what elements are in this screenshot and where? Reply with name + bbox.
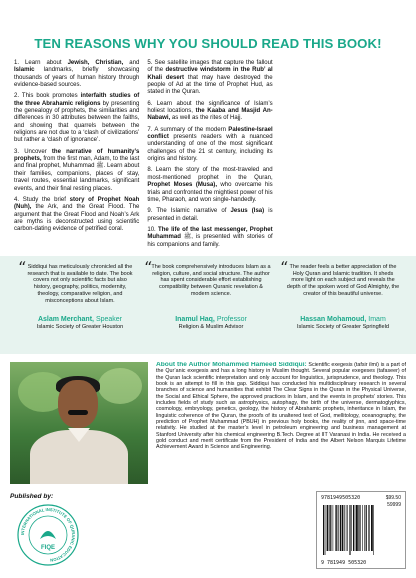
seal-abbr: FIQE	[40, 545, 56, 551]
reason-text: landmarks, briefly showcasing thousands of years of human history through evidence-based sources.	[14, 67, 140, 89]
reason-number: 3.	[14, 148, 20, 155]
barcode-bar	[373, 505, 374, 555]
barcode-bar	[356, 505, 358, 551]
reason-highlight: Islamic	[14, 67, 35, 74]
reason-7	[147, 127, 272, 164]
testimonial-author	[286, 316, 400, 324]
testimonial-org: Islamic Society of Greater Houston	[36, 324, 124, 330]
reason-number: 2.	[14, 93, 20, 100]
barcode-bar	[344, 505, 345, 551]
isbn-number: 9781949505320	[321, 495, 361, 501]
reason-highlight: interfaith studies of the three Abrahamic religions	[14, 93, 140, 107]
reason-text: that may have destroyed the people of Ad at the time of Prophet Hud, as stated in the Quran.	[147, 74, 273, 96]
testimonial-text: Siddiqui has meticulously chronicled all the research that is available to date. The book covers not only scientific facts but also history, geography, politics, modernity, theology, comparative religion, and misconceptions about Islam.	[27, 264, 133, 304]
barcode-bar	[347, 505, 348, 551]
barcode-bar	[346, 505, 347, 551]
quote-mark-icon: “	[280, 258, 289, 277]
reason-10	[147, 227, 272, 249]
barcode-bar	[371, 505, 373, 551]
reason-2	[14, 93, 139, 144]
reason-highlight: Jewish, Christian,	[67, 60, 124, 66]
barcode-bar	[353, 505, 354, 551]
reason-highlight: destructive windstorm in the Rub’ al Khali desert	[147, 67, 273, 81]
reason-highlight: Prophet Moses (Musa),	[147, 182, 217, 189]
reason-number: 5.	[147, 60, 153, 66]
barcode-bar	[362, 505, 363, 551]
reason-number: 4.	[14, 196, 20, 203]
testimonials-band	[0, 256, 416, 354]
testimonial-card	[144, 258, 272, 331]
price-code: 59999	[387, 502, 401, 508]
barcode-bar	[364, 505, 365, 551]
reason-number: 8.	[147, 167, 153, 174]
quote-mark-icon: “	[18, 258, 27, 277]
barcode-bar	[323, 505, 324, 555]
quote-mark-icon: “	[144, 258, 153, 277]
testimonial-org: Religion & Muslim Advisor	[178, 324, 244, 330]
reasons-list	[14, 60, 406, 252]
testimonial-author	[150, 316, 272, 324]
author-role: Professor	[214, 316, 247, 323]
reason-text: by presenting the genealogy of prophets, the similarities and differences in 30 attributes between the faiths, and showing that quarrels between the religions are not due to a ‘clash of civilizations’ but rather a ‘clash of ignorance’.	[14, 100, 140, 144]
reason-text: Uncover	[19, 148, 52, 155]
barcode-bar	[329, 505, 330, 551]
reason-text: A summary of the modern	[152, 126, 229, 133]
author-name: Inamul Haq,	[175, 316, 215, 323]
reason-3	[14, 149, 139, 193]
barcode-bar	[333, 505, 334, 551]
price-label: $99.50	[385, 495, 401, 501]
author-role: Speaker	[94, 316, 123, 323]
author-bio-title: About the Author Mohammed Hameed Siddiqui:	[156, 362, 307, 368]
barcode-bar	[340, 505, 341, 551]
testimonial-author	[24, 316, 136, 324]
barcode-bar	[325, 505, 326, 555]
author-name: Hassan Mohamoud,	[300, 316, 367, 323]
isbn-barcode	[316, 491, 406, 569]
testimonial-org: Islamic Society of Greater Springfield	[296, 324, 390, 330]
testimonial-text: The book comprehensively introduces Islam as a religion, culture, and social structure. The author has spent considerable effort establishing compatibility between Quranic revelation & modern science.	[151, 264, 271, 297]
reason-number: 6.	[147, 100, 153, 107]
reason-4	[14, 197, 139, 234]
reason-number: 1.	[14, 60, 20, 66]
reason-text: is presented in detail.	[147, 208, 273, 222]
reason-text: , is presented with stories of his companions and family.	[147, 234, 273, 248]
reason-text: Study the brief	[19, 196, 70, 203]
reason-number: 7.	[147, 126, 153, 133]
barcode-bar	[342, 505, 344, 551]
barcode-bar	[358, 505, 359, 551]
reason-highlight: the Kaaba and Masjid An-Nabawi,	[147, 108, 273, 122]
reason-8	[147, 167, 272, 204]
barcode-bar	[369, 505, 370, 551]
reason-text: See satellite images that capture the fallout of the	[147, 60, 273, 74]
barcode-bar	[360, 505, 361, 551]
reason-1	[14, 60, 139, 89]
reason-text: Learn about	[19, 60, 68, 66]
reason-9	[147, 208, 272, 223]
barcode-bar	[330, 505, 331, 551]
author-bio-text: Scientific exegesis (tafsir ilmi) is a part of the Qur’anic exegesis and has a long history in Muslim thought. Several popular exegeses (tafaseer) of the Quran lack scientific interpretation and only account for linguistics, jurisprudence, and theology. This book is an attempt to fill in this gap. Siddiqui has conducted his multidisciplinary research in several branches of science and humanities that exhibit The Clear Signs in the Quran in the Physical Universe, the Social and Ethical Sphere, the approved practices in Islam, and the events in prophets’ stories. This includes fields of study such as astrophysics, autophagy, the birth of the universe, dermatoglyphics, cosmology, embryology, genetics, geology, the history of Abrahamic prophets, inheritance in Islam, the linguistic coherence of the Quran, the proofs of its unaltered text of God, mellitology, oceanography, the prediction of Prophet Muhammad (PBUH) in previous holy books, the reality of jinn, and space-time relativity. He studied at the master’s level in petroleum engineering and business management at Stanford University after his chemical engineering B.Tech. Degree at IIT Varanasi in India. He received a gold conduct and merit certificate from the President of India and the Albert Nelson Marquis Lifetime Achievement Award in Science and Engineering.	[156, 362, 406, 451]
author-moustache	[68, 410, 88, 415]
testimonial-card	[280, 258, 400, 331]
barcode-bar	[335, 505, 336, 551]
barcode-bars-icon	[321, 505, 403, 557]
reason-text: . Learn about their families, companions, places of stay, travel routes, essential landmarks, significant events, and their final resting places.	[14, 163, 140, 192]
reason-text: the Ark, and the Great Flood. The argument that the Great Flood and Noah’s Ark are myths is deconstructed using scientific carbon-dating evidence of petrified coral.	[14, 204, 140, 233]
reason-text: Learn the story of the most-traveled and most-mentioned prophet in the Quran,	[147, 167, 273, 181]
published-by-label: Published by:	[10, 493, 54, 500]
author-photo	[10, 362, 148, 484]
barcode-bar	[366, 505, 367, 551]
reason-text: This book promotes	[19, 93, 81, 100]
barcode-bar	[349, 505, 350, 555]
reason-text: from the first man, Adam, to the last and final prophet, Muhammad	[14, 156, 140, 170]
reason-highlight: Palestine-Israel conflict	[147, 126, 273, 141]
reason-highlight: The life of the last messenger, Prophet Muhammad	[147, 226, 273, 241]
author-face	[58, 380, 98, 428]
page-headline: TEN REASONS WHY YOU SHOULD READ THIS BOOK!	[34, 36, 382, 51]
reason-6	[147, 101, 272, 123]
reason-text: Learn about the significance of Islam’s holiest locations,	[147, 100, 273, 115]
reason-highlight: story of Prophet Noah (Nuh),	[14, 196, 140, 211]
barcode-bar	[327, 505, 329, 551]
testimonial-text: The reader feels a better appreciation of the Holy Quran and Islamic tradition. It sheds more light on each subject and reveals the depth of the spoken word of God Almighty, the creator of this beautiful universe.	[286, 264, 400, 297]
reason-text: and	[123, 60, 140, 66]
reason-text: The Islamic narrative of	[152, 208, 231, 215]
reason-highlight: Jesus (Isa)	[230, 208, 265, 215]
reason-text: as well as the rites of Hajj.	[170, 115, 243, 122]
testimonial-card	[18, 258, 136, 331]
barcode-bar	[368, 505, 369, 551]
salutation-glyph: ﷺ	[96, 163, 104, 170]
barcode-bar	[355, 505, 356, 551]
reason-number: 9.	[147, 208, 153, 215]
publisher-seal-icon	[16, 503, 80, 567]
author-name: Aslam Merchant,	[37, 316, 94, 323]
author-role: Imam	[366, 316, 386, 323]
seal-ring-text: INTERNATIONAL INSTITUTE OF QURANIC EDUCATION	[19, 506, 77, 563]
reason-highlight: the narrative of humanity’s prophets,	[14, 148, 140, 163]
barcode-bar	[336, 505, 337, 551]
barcode-digits: 9 781949 505320	[321, 560, 367, 566]
photo-background	[98, 368, 142, 404]
reason-text: presents readers with a nuanced understanding of one of the most significant challenges of the 21 st century, including its origins and history.	[147, 134, 273, 163]
author-bio	[156, 362, 406, 486]
salutation-glyph: ﷺ	[183, 234, 192, 241]
top-strip	[0, 0, 416, 22]
reason-5	[147, 60, 272, 97]
reason-text: who overcame his trials and confronted the mightiest power of his time, Pharaoh, and won single-handedly.	[147, 182, 273, 203]
barcode-bar	[338, 505, 339, 551]
reason-number: 10.	[147, 226, 156, 233]
barcode-bar	[351, 505, 352, 551]
